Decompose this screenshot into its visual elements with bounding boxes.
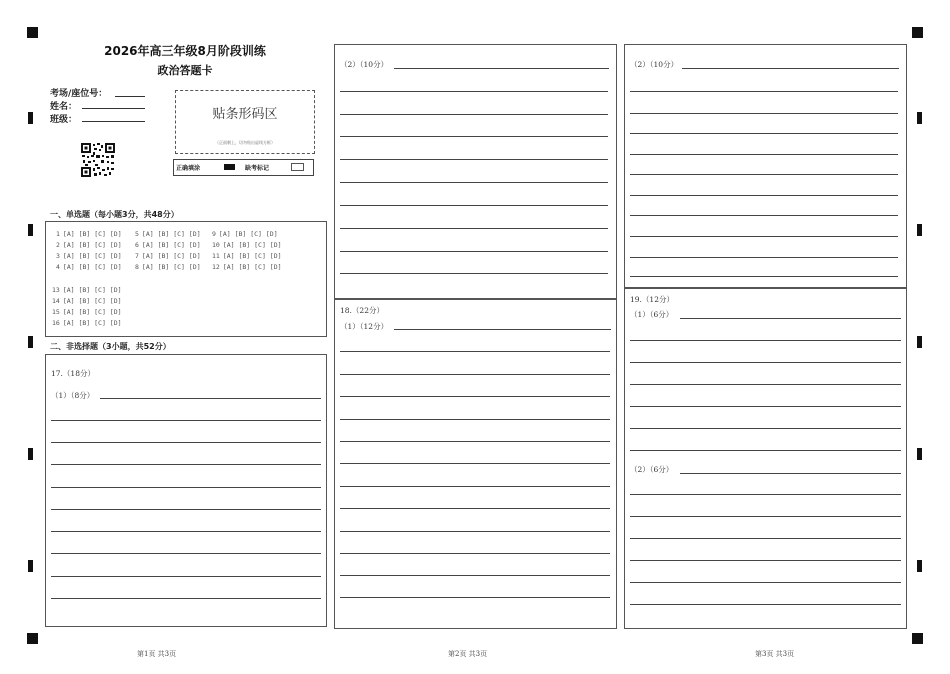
answer-line[interactable] <box>340 91 608 92</box>
answer-line[interactable] <box>340 553 610 554</box>
registration-mark-top-left <box>27 27 38 38</box>
answer-line[interactable] <box>630 91 898 92</box>
choice-item-12[interactable] <box>212 263 282 271</box>
class-label: 班级： <box>50 115 78 125</box>
answer-line[interactable] <box>340 273 608 274</box>
q17-part2-label: （2）（10分） <box>340 60 389 69</box>
answer-line[interactable] <box>630 174 898 175</box>
choice-item-15[interactable] <box>52 308 122 316</box>
q18-label: 18.（22分） <box>340 306 384 315</box>
answer-line[interactable] <box>340 396 610 397</box>
q19-part1-label: （1）（6分） <box>630 310 674 319</box>
choice-options[interactable]: [A] [B] [C] [D] <box>222 241 282 249</box>
side-mark <box>917 560 922 572</box>
answer-line[interactable] <box>340 575 610 576</box>
answer-line[interactable] <box>51 576 321 577</box>
page2-footer: 第2页 共3页 <box>448 650 488 658</box>
name-field[interactable] <box>82 108 145 109</box>
answer-line[interactable] <box>630 384 901 385</box>
answer-line[interactable] <box>630 604 901 605</box>
choice-number: 1 <box>56 230 60 238</box>
choice-options[interactable]: [A] [B] [C] [D] <box>222 263 282 271</box>
choice-number: 9 <box>212 230 216 238</box>
answer-line[interactable] <box>630 257 898 258</box>
choice-number: 4 <box>56 263 60 271</box>
exam-subtitle: 政治答题卡 <box>157 64 213 77</box>
q18-part1-label: （1）（12分） <box>340 322 389 331</box>
choice-item-3[interactable] <box>56 252 122 260</box>
answer-line[interactable] <box>340 159 608 160</box>
page3-footer: 第3页 共3页 <box>755 650 795 658</box>
answer-line[interactable] <box>340 531 610 532</box>
answer-line[interactable] <box>630 276 898 277</box>
answer-line[interactable] <box>630 340 901 341</box>
seat-field[interactable] <box>115 96 145 97</box>
column3-upper-box <box>624 44 907 289</box>
answer-line[interactable] <box>630 215 898 216</box>
choice-item-5[interactable] <box>135 230 201 238</box>
choice-options[interactable]: [A] [B] [C] [D] <box>141 241 201 249</box>
answer-line[interactable] <box>340 182 608 183</box>
class-field[interactable] <box>82 121 145 122</box>
choice-number: 15 <box>52 308 60 316</box>
side-mark <box>917 336 922 348</box>
correct-fill-sample <box>224 164 235 170</box>
choice-options[interactable]: [A] [B] [C] [D] <box>141 263 201 271</box>
q19-part2-label: （2）（6分） <box>630 465 674 474</box>
answer-line[interactable] <box>100 398 321 399</box>
choice-number: 6 <box>135 241 139 249</box>
answer-line[interactable] <box>340 114 608 115</box>
answer-line[interactable] <box>630 236 898 237</box>
barcode-title: 贴条形码区 <box>212 107 278 122</box>
answer-line[interactable] <box>630 133 898 134</box>
q18-part2-label: （2）（10分） <box>630 60 679 69</box>
choice-item-2[interactable] <box>56 241 122 249</box>
registration-mark-bottom-left <box>27 633 38 644</box>
choice-item-13[interactable] <box>52 286 122 294</box>
answer-line[interactable] <box>630 428 901 429</box>
column2-upper-box <box>334 44 617 300</box>
answer-line[interactable] <box>394 68 609 69</box>
answer-line[interactable] <box>630 362 901 363</box>
column3-lower-box <box>624 287 907 629</box>
choice-options[interactable]: [A] [B] [C] [D] <box>62 319 122 327</box>
choice-options[interactable]: [A] [B] [C] [D] <box>62 263 122 271</box>
side-mark <box>28 336 33 348</box>
answer-line[interactable] <box>682 68 899 69</box>
answer-line[interactable] <box>340 136 608 137</box>
side-mark <box>28 560 33 572</box>
absent-mark-box[interactable] <box>291 163 304 171</box>
section-non-choice-title: 二、非选择题（3小题，共52分） <box>50 342 171 351</box>
choice-number: 5 <box>135 230 139 238</box>
registration-mark-top-right <box>912 27 923 38</box>
answer-line[interactable] <box>680 318 901 319</box>
answer-line[interactable] <box>340 441 610 442</box>
page1-footer: 第1页 共3页 <box>137 650 177 658</box>
choice-item-9[interactable] <box>212 230 278 238</box>
choice-options[interactable]: [A] [B] [C] [D] <box>62 308 122 316</box>
fill-legend <box>173 159 314 176</box>
answer-line[interactable] <box>340 351 610 352</box>
choice-item-11[interactable] <box>212 252 282 260</box>
q19-label: 19.（12分） <box>630 295 674 304</box>
seat-label: 考场/座位号： <box>50 89 108 99</box>
name-label: 姓名： <box>50 102 78 112</box>
absent-mark-label: 缺考标记 <box>245 165 270 172</box>
choice-options[interactable]: [A] [B] [C] [D] <box>62 286 122 294</box>
choice-number: 14 <box>52 297 60 305</box>
answer-line[interactable] <box>630 450 901 451</box>
choice-item-10[interactable] <box>212 241 282 249</box>
choice-number: 10 <box>212 241 220 249</box>
answer-line[interactable] <box>51 598 321 599</box>
q17-label: 17.（18分） <box>51 369 95 378</box>
choice-number: 8 <box>135 263 139 271</box>
choice-options[interactable]: [A] [B] [C] [D] <box>141 252 201 260</box>
answer-line[interactable] <box>51 420 321 421</box>
answer-line[interactable] <box>340 463 610 464</box>
answer-line[interactable] <box>680 473 901 474</box>
side-mark <box>28 448 33 460</box>
answer-line[interactable] <box>630 560 901 561</box>
choice-options[interactable]: [A] [B] [C] [D] <box>62 241 122 249</box>
answer-line[interactable] <box>630 154 898 155</box>
answer-line[interactable] <box>51 442 321 443</box>
registration-mark-bottom-right <box>912 633 923 644</box>
correct-fill-label: 正确填涂 <box>176 165 201 172</box>
choice-number: 16 <box>52 319 60 327</box>
choice-options[interactable]: [A] [B] [C] [D] <box>62 297 122 305</box>
choice-options[interactable]: [A] [B] [C] [D] <box>62 230 122 238</box>
side-mark <box>28 224 33 236</box>
choice-item-8[interactable] <box>135 263 201 271</box>
answer-line[interactable] <box>340 597 610 598</box>
answer-line[interactable] <box>340 205 608 206</box>
exam-title: 2026年高三年级8月阶段训练 <box>104 44 266 58</box>
choice-number: 2 <box>56 241 60 249</box>
answer-line[interactable] <box>340 251 608 252</box>
answer-line[interactable] <box>340 228 608 229</box>
side-mark <box>917 112 922 124</box>
qr-code-icon <box>81 143 115 177</box>
answer-line[interactable] <box>340 419 610 420</box>
choice-number: 11 <box>212 252 220 260</box>
answer-line[interactable] <box>630 582 901 583</box>
q17-part1-label: （1）（8分） <box>51 391 95 400</box>
choice-item-16[interactable] <box>52 319 122 327</box>
answer-line[interactable] <box>630 406 901 407</box>
choice-options[interactable]: [A] [B] [C] [D] <box>62 252 122 260</box>
answer-line[interactable] <box>630 516 901 517</box>
choice-number: 13 <box>52 286 60 294</box>
side-mark <box>917 224 922 236</box>
answer-line[interactable] <box>630 538 901 539</box>
answer-line[interactable] <box>394 329 611 330</box>
answer-line[interactable] <box>51 509 321 510</box>
side-mark <box>917 448 922 460</box>
answer-line[interactable] <box>630 494 901 495</box>
choice-options[interactable]: [A] [B] [C] [D] <box>222 252 282 260</box>
answer-line[interactable] <box>340 486 610 487</box>
choice-number: 3 <box>56 252 60 260</box>
choice-number: 12 <box>212 263 220 271</box>
answer-line[interactable] <box>51 553 321 554</box>
choice-options[interactable]: [A] [B] [C] [D] <box>218 230 278 238</box>
choice-item-7[interactable] <box>135 252 201 260</box>
side-mark <box>28 112 33 124</box>
choice-item-4[interactable] <box>56 263 122 271</box>
answer-line[interactable] <box>51 487 321 488</box>
choice-item-6[interactable] <box>135 241 201 249</box>
answer-line[interactable] <box>51 464 321 465</box>
choice-item-14[interactable] <box>52 297 122 305</box>
choice-item-1[interactable] <box>56 230 122 238</box>
answer-line[interactable] <box>340 508 610 509</box>
answer-line[interactable] <box>630 113 898 114</box>
answer-line[interactable] <box>340 374 610 375</box>
choice-number: 7 <box>135 252 139 260</box>
choice-options[interactable]: [A] [B] [C] [D] <box>141 230 201 238</box>
answer-line[interactable] <box>51 531 321 532</box>
barcode-area <box>175 90 315 154</box>
barcode-note: （正面朝上，切勿贴出虚线方框） <box>215 140 275 145</box>
answer-line[interactable] <box>630 195 898 196</box>
section-single-choice-title: 一、单选题（每小题3分，共48分） <box>50 210 179 219</box>
